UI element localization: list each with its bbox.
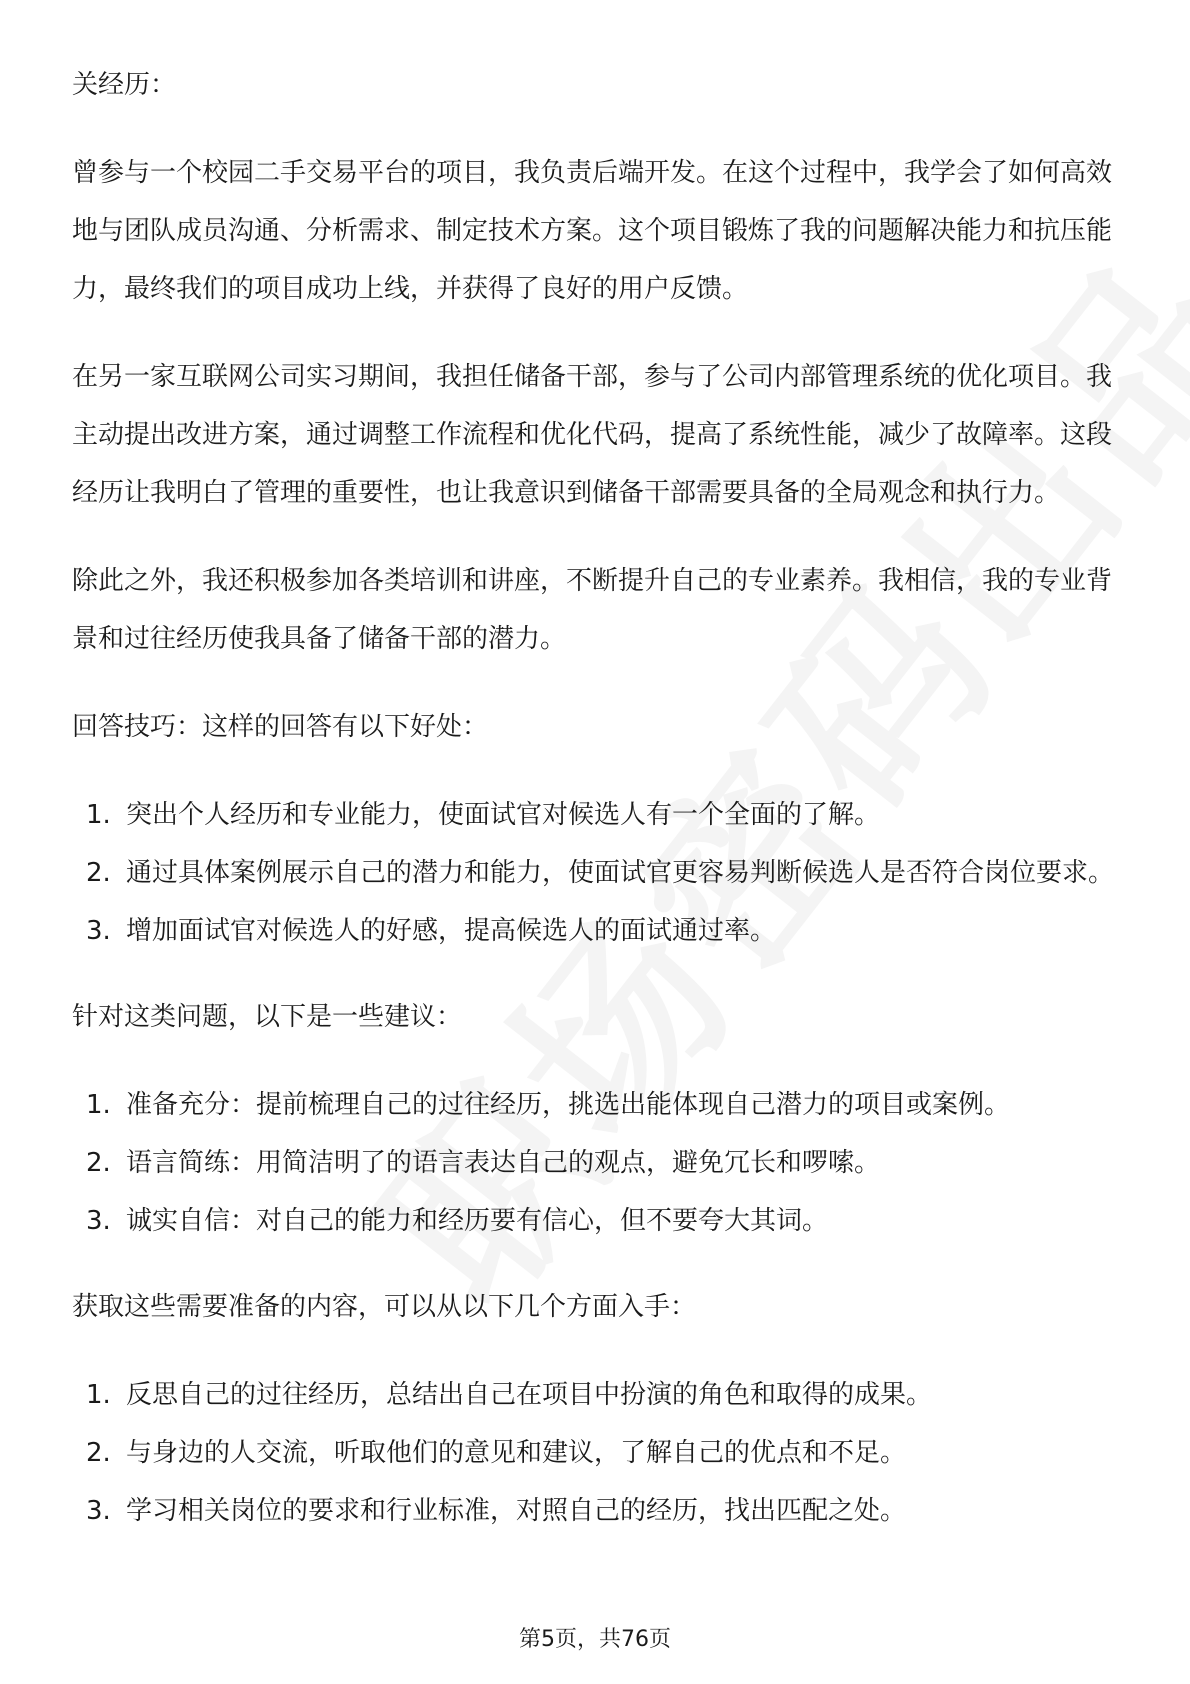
list-item-text: 诚实自信：对自己的能力和经历要有信心，但不要夸大其词。	[126, 1206, 829, 1236]
list-item-text: 与身边的人交流，听取他们的意见和建议，了解自己的优点和不足。	[126, 1438, 907, 1468]
list-number: 3.	[86, 916, 111, 946]
section-heading-advice: 针对这类问题，以下是一些建议：	[72, 1002, 463, 1032]
list-number: 3.	[86, 1206, 111, 1236]
advice-list	[72, 1076, 1120, 1250]
paragraph-intro-fragment: 关经历：	[72, 70, 177, 100]
list-number: 2.	[86, 1148, 111, 1178]
list-item-text: 反思自己的过往经历，总结出自己在项目中扮演的角色和取得的成果。	[126, 1380, 933, 1410]
list-item	[72, 1424, 1120, 1482]
list-item	[72, 844, 1120, 902]
list-item-text: 增加面试官对候选人的好感，提高候选人的面试通过率。	[126, 916, 777, 946]
list-item	[72, 1076, 1120, 1134]
list-item-text: 语言简练：用简洁明了的语言表达自己的观点，避免冗长和啰嗦。	[126, 1148, 881, 1178]
list-item	[72, 1192, 1120, 1250]
list-item-text: 突出个人经历和专业能力，使面试官对候选人有一个全面的了解。	[126, 800, 881, 830]
list-item	[72, 1366, 1120, 1424]
list-item	[72, 786, 1120, 844]
list-number: 1.	[86, 1090, 111, 1120]
page-number-footer: 第5页，共76页	[519, 1627, 671, 1652]
list-number: 2.	[86, 1438, 111, 1468]
paragraph-training: 除此之外，我还积极参加各类培训和讲座，不断提升自己的专业素养。我相信，我的专业背景和过往经历使我具备了储备干部的潜力。	[72, 566, 1113, 654]
section-heading-tips: 回答技巧：这样的回答有以下好处：	[72, 712, 489, 742]
list-item-text: 学习相关岗位的要求和行业标准，对照自己的经历，找出匹配之处。	[126, 1496, 907, 1526]
paragraph-internship: 在另一家互联网公司实习期间，我担任储备干部，参与了公司内部管理系统的优化项目。我主动提出改进方案，通过调整工作流程和优化代码，提高了系统性能，减少了故障率。这段经历让我明白了管理的重要性，也让我意识到储备干部需要具备的全局观念和执行力。	[72, 362, 1113, 508]
document-content	[72, 56, 1120, 1568]
list-number: 3.	[86, 1496, 111, 1526]
list-item-text: 准备充分：提前梳理自己的过往经历，挑选出能体现自己潜力的项目或案例。	[126, 1090, 1011, 1120]
paragraph-campus-project: 曾参与一个校园二手交易平台的项目，我负责后端开发。在这个过程中，我学会了如何高效地与团队成员沟通、分析需求、制定技术方案。这个项目锻炼了我的问题解决能力和抗压能力，最终我们的项目成功上线，并获得了良好的用户反馈。	[72, 158, 1113, 304]
list-number: 1.	[86, 1380, 111, 1410]
list-number: 1.	[86, 800, 111, 830]
list-item	[72, 1134, 1120, 1192]
prepare-list	[72, 1366, 1120, 1540]
list-item	[72, 1482, 1120, 1540]
tips-list	[72, 786, 1120, 960]
section-heading-prepare: 获取这些需要准备的内容，可以从以下几个方面入手：	[72, 1292, 697, 1322]
list-item-text: 通过具体案例展示自己的潜力和能力，使面试官更容易判断候选人是否符合岗位要求。	[126, 858, 1115, 888]
list-item	[72, 902, 1120, 960]
list-number: 2.	[86, 858, 111, 888]
